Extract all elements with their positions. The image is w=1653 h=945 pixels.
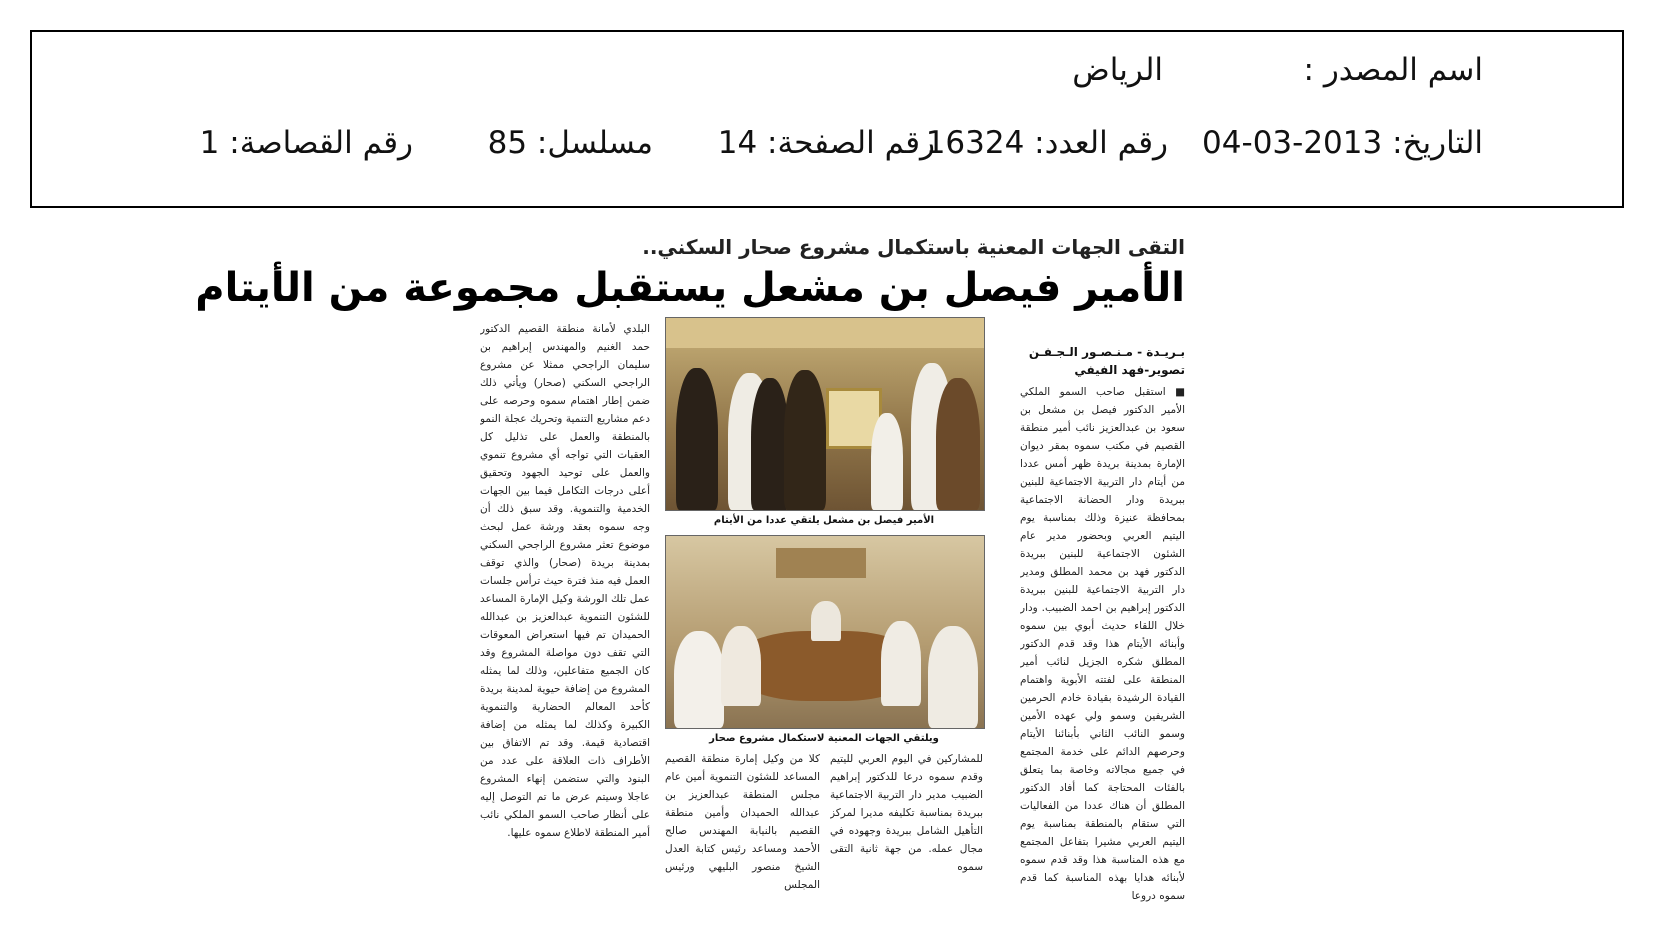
source-value: الرياض [1072,52,1163,88]
article-column-bottom-left: كلا من وكيل إمارة منطقة القصيم المساعد للشئون التنموية أمين عام مجلس المنطقة عبدالعزيز بن عبدالله الحميدان وأمين منطقة القصيم بالنيابة المهندس صالح الأحمد ومساعد رئيس كتابة العدل الشيخ منصور البليهي ورئيس المجلس [665,753,820,891]
date-label: التاريخ: 2013-03-04 [1202,125,1483,161]
source-label: اسم المصدر : [1303,52,1483,88]
article-column-bottom-middle: للمشاركين في اليوم العربي لليتيم وقدم سموه درعا للدكتور إبراهيم الضبيب مدير دار التربية الاجتماعية ببريدة بمناسبة تكليفه مديرا لمركز التأهيل الشامل ببريدة وجهوده في مجال عمله. من جهة ثانية التقى سموه [830,753,983,873]
article-column-right: ■ استقبل صاحب السمو الملكي الأمير الدكتور فيصل بن مشعل بن سعود بن عبدالعزيز نائب أمير منطقة القصيم في مكتب سموه بمقر ديوان الإمارة بمدينة بريدة ظهر أمس عددا من أيتام دار التربية الاجتماعية للبنين ببريدة ودار الحضانة الاجتماعية بمحافظة عنيزة وذلك بمناسبة يوم اليتيم العربي وبحضور مدير عام الشئون الاجتماعية للبنين ببريدة الدكتور فهد بن محمد المطلق ومدير دار التربية الاجتماعية للبنين ببريدة الدكتور إبراهيم بن احمد الضبيب. ودار خلال اللقاء حديث أبوي بين سموه وأبنائه الأيتام هذا وقد قدم الدكتور المطلق شكره الجزيل لنائب أمير المنطقة على لفتته الأبوية واهتمام القيادة الرشيدة بقيادة خادم الحرمين الشريفين وسمو ولي عهده الأمين وسمو النائب الثاني بأبنائنا الأيتام وحرصهم الدائم على خدمة المجتمع في جميع مجالاته وخاصة بما يتعلق بالفئات المحتاجة كما أفاد الدكتور المطلق أن هناك عددا من الفعاليات التي ستقام بالمنطقة بمناسبة يوم اليتيم العربي مشيرا بتفاعل المجتمع مع هذه المناسبة هذا وقد قدم سموه لأبنائه هدايا بهذه المناسبة كما قدم سموه دروعا [1020,386,1185,902]
photo-meeting-sahar-project [665,535,985,729]
issue-number-label: رقم العدد: 16324 [925,125,1168,161]
photo-prince-with-orphans [665,317,985,511]
wall-portraits [776,548,866,578]
article-byline [1013,343,1185,379]
byline-photographer: تصوير-فهد الفيفي [1074,363,1185,377]
clip-number-label: رقم القصاصة: 1 [199,125,413,161]
article-kicker: التقى الجهات المعنية باستكمال مشروع صحار السكني.. [642,235,1185,259]
photo-caption-1: الأمير فيصل بن مشعل يلتقي عددا من الأيتام [713,515,935,526]
article-column-left: البلدي لأمانة منطقة القصيم الدكتور حمد الغنيم والمهندس إبراهيم بن سليمان الراجحي ممثلا عن مشروع الراجحي السكني (صحار) ويأتي ذلك ضمن إطار اهتمام سموه وحرصه على دعم مشاريع التنمية وتحريك عجلة النمو بالمنطقة والعمل على تذليل كل العقبات التي تواجه أي مشروع تنموي والعمل على توحيد الجهود وتحقيق أعلى درجات التكامل فيما بين الجهات الخدمية والتنموية. وقد سبق ذلك أن وجه سموه بعقد ورشة عمل لبحث موضوع تعثر مشروع الراجحي السكني بمدينة بريدة (صحار) والذي توقف العمل فيه منذ فترة حيث ترأس جلسات عمل تلك الورشة وكيل الإمارة المساعد للشئون التنموية عبدالعزيز بن عبدالله الحميدان تم فيها استعراض المعوقات التي تقف دون مواصلة المشروع وقد كان الجميع متفاعلين، وذلك لما يمثله المشروع من إضافة حيوية لمدينة بريدة كأحد المعالم الحضارية والتنموية الكبيرة وكذلك لما يمثله من إضافة اقتصادية قيمة. وقد تم الاتفاق بين الأطراف ذات العلاقة على عدد من البنود والتي ستضمن إنهاء المشروع عاجلا وسيتم عرض ما تم التوصل إليه على أنظار صاحب السمو الملكي نائب أمير المنطقة لاطلاع سموه عليها. [480,323,650,839]
page-number-label: رقم الصفحة: 14 [717,125,935,161]
byline-author: بـريـدة - مـنـصـور الـجـفـن [1028,345,1185,359]
serial-number-label: مسلسل: 85 [487,125,653,161]
newspaper-clipping [195,235,1195,935]
photo-caption-2: ويلتقي الجهات المعنية لاستكمال مشروع صحار [709,733,939,744]
article-headline: الأمير فيصل بن مشعل يستقبل مجموعة من الأيتام [195,265,1185,311]
